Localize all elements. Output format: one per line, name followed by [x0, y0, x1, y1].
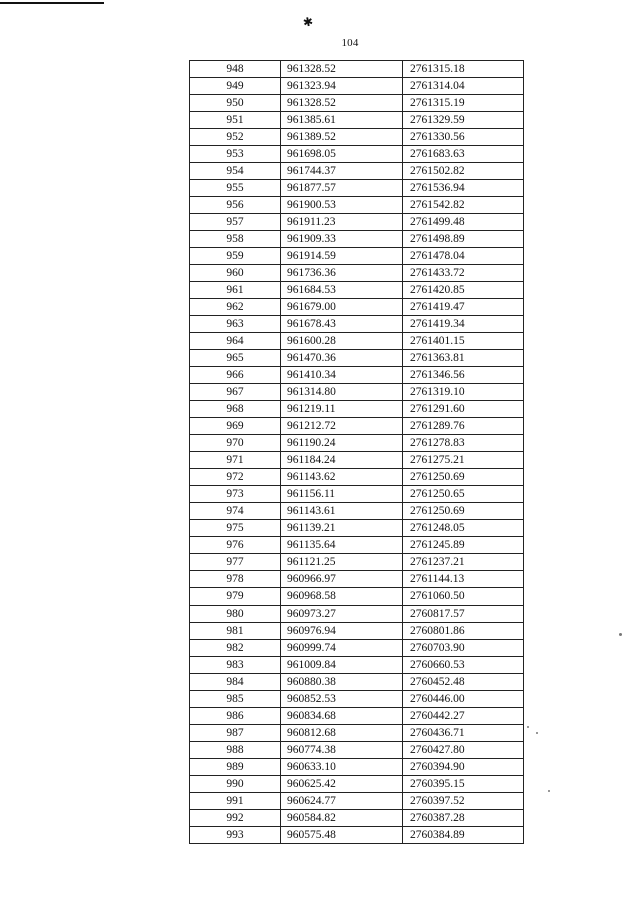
x-coordinate-cell: 961219.11	[281, 401, 403, 418]
scan-speck	[548, 790, 550, 792]
y-coordinate-cell: 2760397.52	[403, 792, 524, 809]
x-coordinate-cell: 961678.43	[281, 316, 403, 333]
x-coordinate-cell: 961156.11	[281, 486, 403, 503]
x-coordinate-cell: 961877.57	[281, 180, 403, 197]
point-number-cell: 985	[190, 690, 281, 707]
x-coordinate-cell: 961744.37	[281, 163, 403, 180]
x-coordinate-cell: 960976.94	[281, 622, 403, 639]
table-row	[190, 350, 524, 367]
y-coordinate-cell: 2761683.63	[403, 146, 524, 163]
point-number-cell: 961	[190, 282, 281, 299]
point-number-cell: 954	[190, 163, 281, 180]
y-coordinate-cell: 2761478.04	[403, 248, 524, 265]
y-coordinate-cell: 2760442.27	[403, 707, 524, 724]
point-number-cell: 966	[190, 367, 281, 384]
y-coordinate-cell: 2760817.57	[403, 605, 524, 622]
x-coordinate-cell: 961323.94	[281, 78, 403, 95]
y-coordinate-cell: 2761498.89	[403, 231, 524, 248]
y-coordinate-cell: 2761536.94	[403, 180, 524, 197]
x-coordinate-cell: 961190.24	[281, 435, 403, 452]
point-number-cell: 993	[190, 826, 281, 843]
table-row	[190, 214, 524, 231]
table-row	[190, 775, 524, 792]
y-coordinate-cell: 2761289.76	[403, 418, 524, 435]
y-coordinate-cell: 2761278.83	[403, 435, 524, 452]
table-row	[190, 537, 524, 554]
point-number-cell: 956	[190, 197, 281, 214]
table-row	[190, 129, 524, 146]
x-coordinate-cell: 961328.52	[281, 95, 403, 112]
table-row	[190, 248, 524, 265]
x-coordinate-cell: 960852.53	[281, 690, 403, 707]
point-number-cell: 981	[190, 622, 281, 639]
point-number-cell: 964	[190, 333, 281, 350]
y-coordinate-cell: 2761314.04	[403, 78, 524, 95]
x-coordinate-cell: 961911.23	[281, 214, 403, 231]
y-coordinate-cell: 2760660.53	[403, 656, 524, 673]
y-coordinate-cell: 2760395.15	[403, 775, 524, 792]
x-coordinate-cell: 961900.53	[281, 197, 403, 214]
point-number-cell: 950	[190, 95, 281, 112]
table-row	[190, 503, 524, 520]
y-coordinate-cell: 2760394.90	[403, 758, 524, 775]
point-number-cell: 991	[190, 792, 281, 809]
y-coordinate-cell: 2761275.21	[403, 452, 524, 469]
x-coordinate-cell: 960880.38	[281, 673, 403, 690]
table-row	[190, 639, 524, 656]
table-row	[190, 758, 524, 775]
table-row	[190, 673, 524, 690]
x-coordinate-cell: 960968.58	[281, 588, 403, 605]
point-number-cell: 974	[190, 503, 281, 520]
x-coordinate-cell: 960774.38	[281, 741, 403, 758]
table-row	[190, 401, 524, 418]
table-row	[190, 316, 524, 333]
x-coordinate-cell: 961410.34	[281, 367, 403, 384]
y-coordinate-cell: 2761419.34	[403, 316, 524, 333]
table-row	[190, 299, 524, 316]
table-body	[190, 61, 524, 844]
x-coordinate-cell: 961698.05	[281, 146, 403, 163]
table-row	[190, 792, 524, 809]
x-coordinate-cell: 960973.27	[281, 605, 403, 622]
point-number-cell: 965	[190, 350, 281, 367]
x-coordinate-cell: 961143.62	[281, 469, 403, 486]
point-number-cell: 962	[190, 299, 281, 316]
y-coordinate-cell: 2760703.90	[403, 639, 524, 656]
coordinates-table	[189, 60, 524, 844]
scan-speck	[527, 726, 529, 728]
point-number-cell: 953	[190, 146, 281, 163]
point-number-cell: 969	[190, 418, 281, 435]
table-row	[190, 588, 524, 605]
point-number-cell: 957	[190, 214, 281, 231]
table-row	[190, 333, 524, 350]
table-row	[190, 435, 524, 452]
y-coordinate-cell: 2761237.21	[403, 554, 524, 571]
table-row	[190, 741, 524, 758]
y-coordinate-cell: 2760387.28	[403, 809, 524, 826]
x-coordinate-cell: 961736.36	[281, 265, 403, 282]
point-number-cell: 972	[190, 469, 281, 486]
x-coordinate-cell: 960625.42	[281, 775, 403, 792]
table-row	[190, 826, 524, 843]
point-number-cell: 967	[190, 384, 281, 401]
table-row	[190, 809, 524, 826]
point-number-cell: 978	[190, 571, 281, 588]
y-coordinate-cell: 2761346.56	[403, 367, 524, 384]
y-coordinate-cell: 2761315.19	[403, 95, 524, 112]
point-number-cell: 960	[190, 265, 281, 282]
y-coordinate-cell: 2760436.71	[403, 724, 524, 741]
scan-speck	[536, 732, 538, 734]
point-number-cell: 963	[190, 316, 281, 333]
y-coordinate-cell: 2761363.81	[403, 350, 524, 367]
table-row	[190, 656, 524, 673]
x-coordinate-cell: 961212.72	[281, 418, 403, 435]
point-number-cell: 990	[190, 775, 281, 792]
x-coordinate-cell: 960812.68	[281, 724, 403, 741]
x-coordinate-cell: 961328.52	[281, 61, 403, 78]
point-number-cell: 992	[190, 809, 281, 826]
table-row	[190, 95, 524, 112]
point-number-cell: 955	[190, 180, 281, 197]
table-row	[190, 282, 524, 299]
y-coordinate-cell: 2761401.15	[403, 333, 524, 350]
x-coordinate-cell: 960575.48	[281, 826, 403, 843]
x-coordinate-cell: 960999.74	[281, 639, 403, 656]
table-row	[190, 469, 524, 486]
table-row	[190, 605, 524, 622]
x-coordinate-cell: 960633.10	[281, 758, 403, 775]
y-coordinate-cell: 2761499.48	[403, 214, 524, 231]
x-coordinate-cell: 961009.84	[281, 656, 403, 673]
point-number-cell: 973	[190, 486, 281, 503]
point-number-cell: 980	[190, 605, 281, 622]
y-coordinate-cell: 2761315.18	[403, 61, 524, 78]
y-coordinate-cell: 2761250.69	[403, 503, 524, 520]
table-row	[190, 384, 524, 401]
point-number-cell: 979	[190, 588, 281, 605]
point-number-cell: 951	[190, 112, 281, 129]
y-coordinate-cell: 2760427.80	[403, 741, 524, 758]
table-row	[190, 163, 524, 180]
x-coordinate-cell: 961314.80	[281, 384, 403, 401]
x-coordinate-cell: 960584.82	[281, 809, 403, 826]
table-row	[190, 724, 524, 741]
y-coordinate-cell: 2761245.89	[403, 537, 524, 554]
point-number-cell: 952	[190, 129, 281, 146]
point-number-cell: 983	[190, 656, 281, 673]
table-row	[190, 571, 524, 588]
y-coordinate-cell: 2761329.59	[403, 112, 524, 129]
point-number-cell: 977	[190, 554, 281, 571]
x-coordinate-cell: 961470.36	[281, 350, 403, 367]
x-coordinate-cell: 961679.00	[281, 299, 403, 316]
table-row	[190, 707, 524, 724]
y-coordinate-cell: 2761319.10	[403, 384, 524, 401]
scan-speck	[619, 633, 622, 636]
table-row	[190, 486, 524, 503]
point-number-cell: 975	[190, 520, 281, 537]
x-coordinate-cell: 961600.28	[281, 333, 403, 350]
point-number-cell: 970	[190, 435, 281, 452]
table-row	[190, 520, 524, 537]
point-number-cell: 989	[190, 758, 281, 775]
point-number-cell: 968	[190, 401, 281, 418]
x-coordinate-cell: 961143.61	[281, 503, 403, 520]
table-row	[190, 61, 524, 78]
table-row	[190, 418, 524, 435]
y-coordinate-cell: 2761420.85	[403, 282, 524, 299]
y-coordinate-cell: 2760452.48	[403, 673, 524, 690]
point-number-cell: 982	[190, 639, 281, 656]
y-coordinate-cell: 2760801.86	[403, 622, 524, 639]
y-coordinate-cell: 2761291.60	[403, 401, 524, 418]
point-number-cell: 949	[190, 78, 281, 95]
y-coordinate-cell: 2761250.69	[403, 469, 524, 486]
x-coordinate-cell: 960624.77	[281, 792, 403, 809]
x-coordinate-cell: 961914.59	[281, 248, 403, 265]
table-row	[190, 231, 524, 248]
table-row	[190, 367, 524, 384]
point-number-cell: 971	[190, 452, 281, 469]
y-coordinate-cell: 2761248.05	[403, 520, 524, 537]
table-row	[190, 197, 524, 214]
page-number: 104	[341, 37, 359, 49]
x-coordinate-cell: 961909.33	[281, 231, 403, 248]
x-coordinate-cell: 960834.68	[281, 707, 403, 724]
table-row	[190, 622, 524, 639]
y-coordinate-cell: 2761060.50	[403, 588, 524, 605]
x-coordinate-cell: 961184.24	[281, 452, 403, 469]
table-row	[190, 180, 524, 197]
y-coordinate-cell: 2760446.00	[403, 690, 524, 707]
x-coordinate-cell: 961684.53	[281, 282, 403, 299]
table-row	[190, 690, 524, 707]
table-row	[190, 554, 524, 571]
x-coordinate-cell: 961121.25	[281, 554, 403, 571]
y-coordinate-cell: 2760384.89	[403, 826, 524, 843]
point-number-cell: 984	[190, 673, 281, 690]
point-number-cell: 959	[190, 248, 281, 265]
point-number-cell: 987	[190, 724, 281, 741]
stamp-mark: ✱	[301, 14, 315, 30]
y-coordinate-cell: 2761250.65	[403, 486, 524, 503]
x-coordinate-cell: 961389.52	[281, 129, 403, 146]
y-coordinate-cell: 2761502.82	[403, 163, 524, 180]
table-row	[190, 265, 524, 282]
x-coordinate-cell: 961135.64	[281, 537, 403, 554]
table-row	[190, 146, 524, 163]
x-coordinate-cell: 961139.21	[281, 520, 403, 537]
y-coordinate-cell: 2761330.56	[403, 129, 524, 146]
table-row	[190, 112, 524, 129]
y-coordinate-cell: 2761144.13	[403, 571, 524, 588]
x-coordinate-cell: 961385.61	[281, 112, 403, 129]
y-coordinate-cell: 2761433.72	[403, 265, 524, 282]
point-number-cell: 986	[190, 707, 281, 724]
point-number-cell: 948	[190, 61, 281, 78]
x-coordinate-cell: 960966.97	[281, 571, 403, 588]
header-rule	[0, 2, 104, 4]
y-coordinate-cell: 2761542.82	[403, 197, 524, 214]
point-number-cell: 988	[190, 741, 281, 758]
point-number-cell: 976	[190, 537, 281, 554]
table-row	[190, 452, 524, 469]
y-coordinate-cell: 2761419.47	[403, 299, 524, 316]
table-row	[190, 78, 524, 95]
point-number-cell: 958	[190, 231, 281, 248]
